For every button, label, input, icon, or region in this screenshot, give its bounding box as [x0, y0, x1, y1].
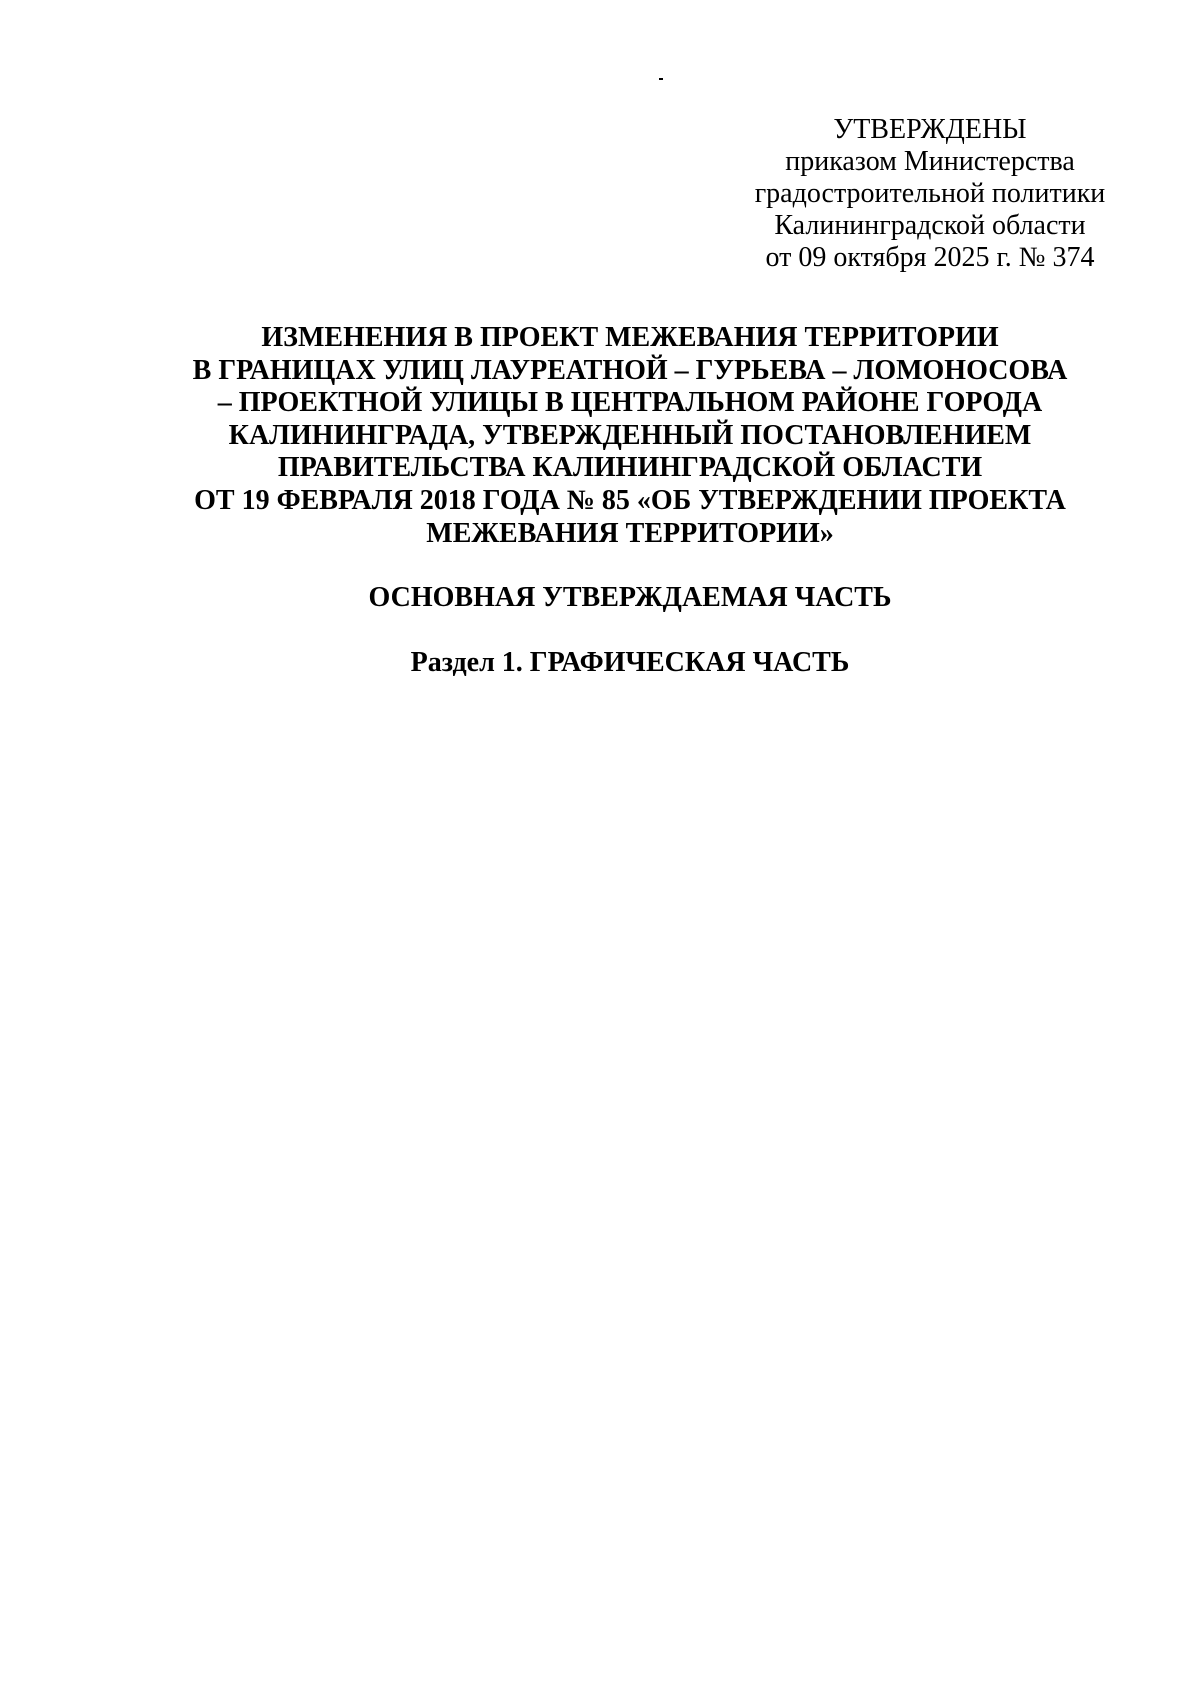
title-line: ПРАВИТЕЛЬСТВА КАЛИНИНГРАДСКОЙ ОБЛАСТИ — [277, 452, 983, 484]
approval-line: УТВЕРЖДЕНЫ — [833, 114, 1027, 145]
title-line: ОТ 19 ФЕВРАЛЯ 2018 ГОДА № 85 «ОБ УТВЕРЖДЕНИИ ПРОЕКТА — [194, 484, 1066, 516]
approval-line: Калининградской области — [774, 210, 1086, 241]
title-line: – ПРОЕКТНОЙ УЛИЦЫ В ЦЕНТРАЛЬНОМ РАЙОНЕ ГОРОДА — [217, 387, 1043, 419]
title-line: КАЛИНИНГРАДА, УТВЕРЖДЕННЫЙ ПОСТАНОВЛЕНИЕМ — [228, 419, 1032, 451]
part-heading: ОСНОВНАЯ УТВЕРЖДАЕМАЯ ЧАСТЬ — [368, 582, 892, 613]
document-title — [150, 322, 1110, 550]
title-line: В ГРАНИЦАХ УЛИЦ ЛАУРЕАТНОЙ – ГУРЬЕВА – ЛОМОНОСОВА — [192, 354, 1068, 386]
approval-stamp — [740, 114, 1120, 274]
approval-line: от 09 октября 2025 г. № 374 — [765, 242, 1095, 273]
title-line: ИЗМЕНЕНИЯ В ПРОЕКТ МЕЖЕВАНИЯ ТЕРРИТОРИИ — [261, 322, 999, 353]
approval-line: приказом Министерства — [785, 146, 1075, 177]
title-line: МЕЖЕВАНИЯ ТЕРРИТОРИИ» — [426, 517, 834, 549]
section-heading: Раздел 1. ГРАФИЧЕСКАЯ ЧАСТЬ — [410, 647, 850, 678]
approval-line: градостроительной политики — [754, 178, 1106, 209]
scan-mark — [659, 78, 663, 80]
